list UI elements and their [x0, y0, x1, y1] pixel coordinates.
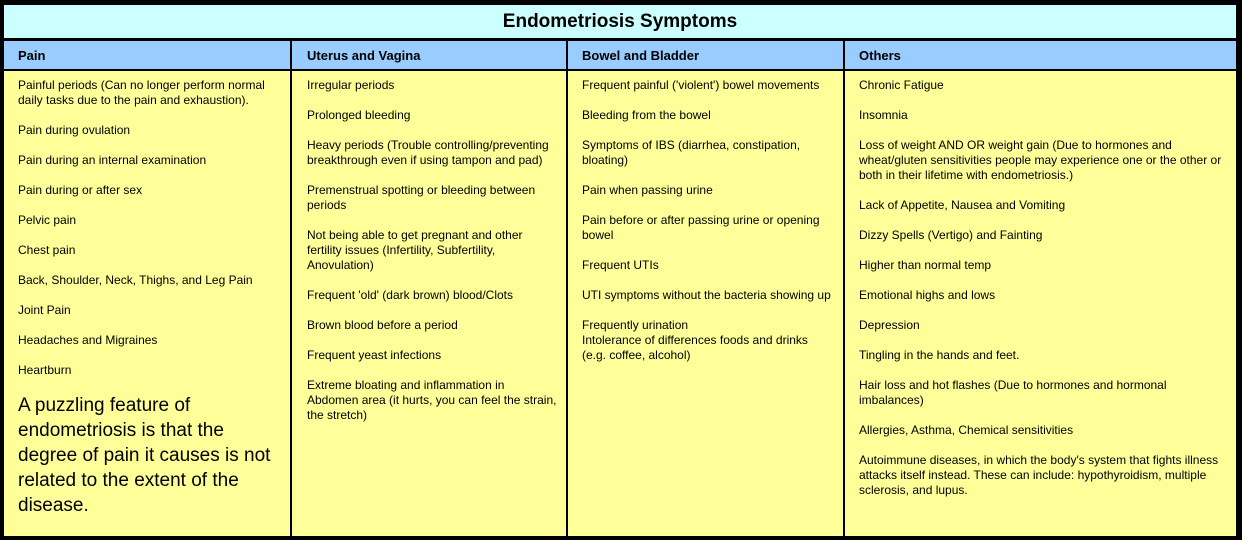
- list-item: Headaches and Migraines: [18, 333, 158, 347]
- column-others: [845, 71, 1236, 536]
- list-item: Frequent painful ('violent') bowel movements: [582, 78, 820, 92]
- list-item: Depression: [859, 318, 920, 332]
- list-item: Autoimmune diseases, in which the body's system that fights illness attacks itself instead. These can include: hypothyroidism, multiple sclerosis, and lupus.: [859, 453, 1219, 497]
- list-item: Back, Shoulder, Neck, Thighs, and Leg Pain: [18, 273, 253, 287]
- list-item: Premenstrual spotting or bleeding between periods: [307, 183, 536, 212]
- list-item: Brown blood before a period: [307, 318, 458, 332]
- column-bowel-bladder: [568, 71, 843, 536]
- list-item: Pain before or after passing urine or opening bowel: [582, 213, 820, 242]
- column-header-bowel-bladder: Bowel and Bladder: [568, 41, 843, 69]
- column-header-others: Others: [845, 41, 1236, 69]
- list-item: Bleeding from the bowel: [582, 108, 711, 122]
- column-pain: [4, 71, 290, 536]
- list-item: Frequent 'old' (dark brown) blood/Clots: [307, 288, 514, 302]
- list-item: Pain during an internal examination: [18, 153, 207, 167]
- list-item: UTI symptoms without the bacteria showing up: [582, 288, 831, 302]
- list-item: Dizzy Spells (Vertigo) and Fainting: [859, 228, 1043, 242]
- list-item: Tingling in the hands and feet.: [859, 348, 1020, 362]
- list-item: Loss of weight AND OR weight gain (Due to hormones and wheat/gluten sensitivities people may experience one or the other or both in their lifetime with endometriosis.): [859, 138, 1222, 182]
- list-item: Pain when passing urine: [582, 183, 713, 197]
- list-item: Pain during or after sex: [18, 183, 143, 197]
- body-row: [4, 71, 1238, 536]
- column-uterus-vagina: [292, 71, 566, 536]
- list-item: Allergies, Asthma, Chemical sensitivities: [859, 423, 1074, 437]
- list-item: Chronic Fatigue: [859, 78, 944, 92]
- table-title: Endometriosis Symptoms: [4, 5, 1236, 38]
- list-item: Extreme bloating and inflammation in Abdomen area (it hurts, you can feel the strain, the stretch): [307, 378, 557, 422]
- list-item: Frequently urination: [582, 318, 689, 332]
- list-item: Hair loss and hot flashes (Due to hormones and hormonal imbalances): [859, 378, 1167, 407]
- list-item: Intolerance of differences foods and drinks (e.g. coffee, alcohol): [582, 333, 808, 362]
- list-item: Frequent UTIs: [582, 258, 659, 272]
- list-item: Joint Pain: [18, 303, 71, 317]
- list-item: Frequent yeast infections: [307, 348, 442, 362]
- list-item: Emotional highs and lows: [859, 288, 996, 302]
- list-item: Prolonged bleeding: [307, 108, 411, 122]
- list-item: Painful periods (Can no longer perform normal daily tasks due to the pain and exhaustion).: [18, 78, 265, 107]
- list-item: Heavy periods (Trouble controlling/preventing breakthrough even if using tampon and pad): [307, 138, 549, 167]
- list-item: Pain during ovulation: [18, 123, 131, 137]
- list-item: Symptoms of IBS (diarrhea, constipation, bloating): [582, 138, 801, 167]
- list-item: Higher than normal temp: [859, 258, 992, 272]
- list-item: Insomnia: [859, 108, 908, 122]
- list-item: Not being able to get pregnant and other fertility issues (Infertility, Subfertility, Anovulation): [307, 228, 523, 272]
- list-item: Lack of Appetite, Nausea and Vomiting: [859, 198, 1066, 212]
- column-header-uterus-vagina: Uterus and Vagina: [292, 41, 566, 69]
- list-item: Pelvic pain: [18, 213, 77, 227]
- list-item: Heartburn: [18, 363, 72, 377]
- column-header-pain: Pain: [4, 41, 290, 69]
- list-item: Irregular periods: [307, 78, 395, 92]
- list-item: Chest pain: [18, 243, 76, 257]
- pain-callout: A puzzling feature of endometriosis is that the degree of pain it causes is not related to the extent of the disease.: [18, 395, 271, 516]
- header-row: [4, 41, 1238, 69]
